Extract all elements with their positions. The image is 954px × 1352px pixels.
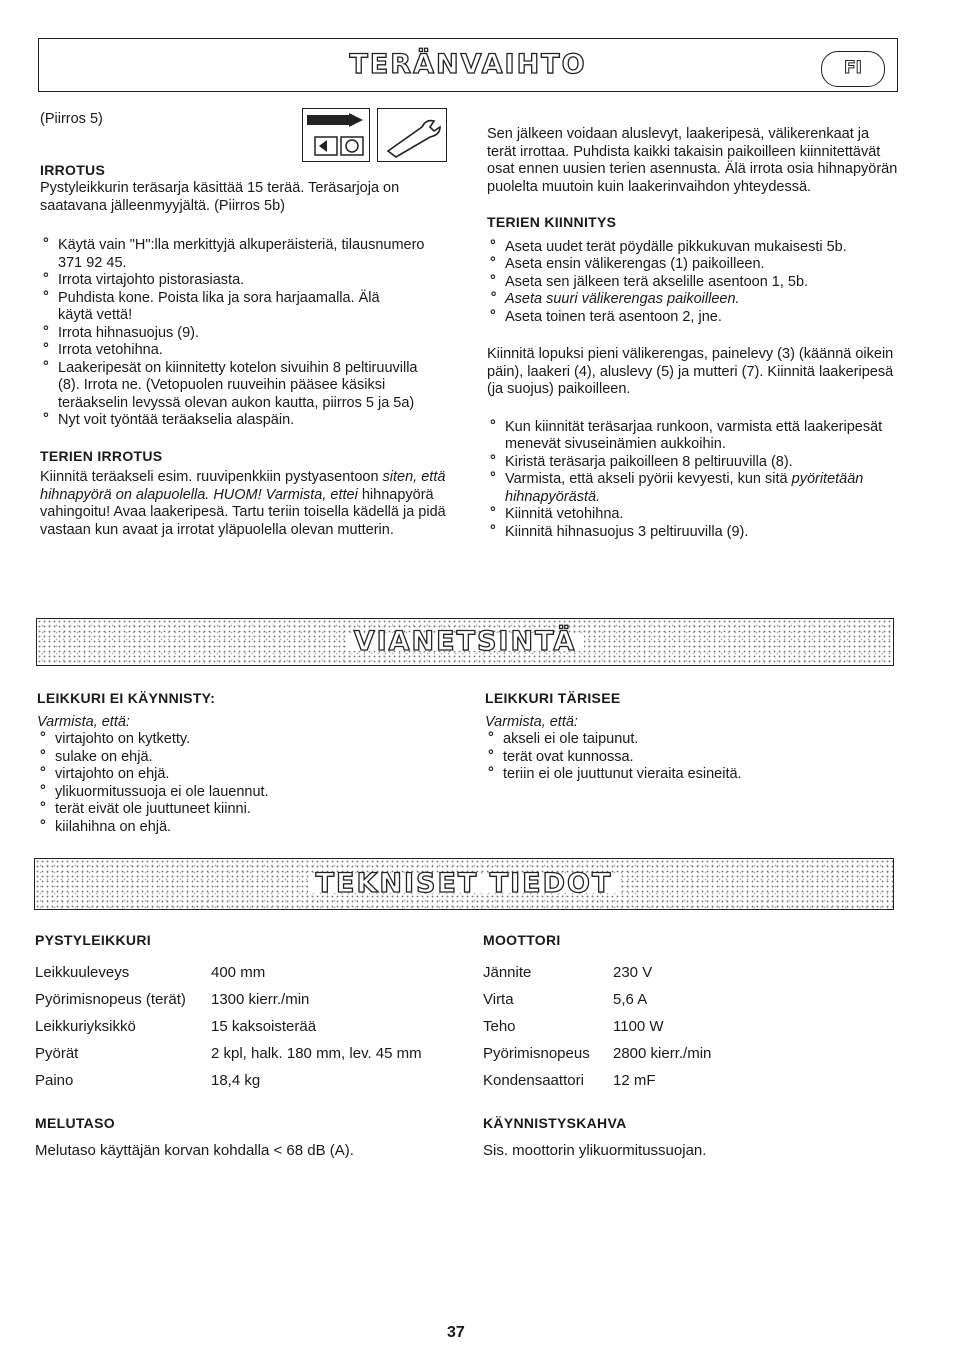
heading-melutaso: MELUTASO [35,1114,115,1131]
list-item: ° Puhdista kone. Poista lika ja sora harjaamalla. Älä käytä vettä! [40,290,398,325]
table-row: Paino 18,4 kg [35,1072,261,1090]
figure-reference: (Piirros 5) [40,111,103,127]
banner-title: TERÄNVAIHTO [349,49,587,81]
final-steps-list [487,419,899,542]
wrench-icon [377,108,447,162]
list-item: ° kiilahihna on ehjä. [37,819,457,837]
list-item: ° akseli ei ole taipunut. [485,731,897,749]
section-banner-vianetsinta [36,618,894,666]
list-item: ° Kiinnitä hihnasuojus 3 peltiruuvilla (9). [487,524,899,542]
heading-leikkuri-tarisee: LEIKKURI TÄRISEE [485,690,621,706]
spec-table-pystyleikkuri [35,960,422,1095]
list-item: ° Aseta sen jälkeen terä akselille asentoon 1, 5b. [487,274,899,292]
page-number: 37 [447,1324,465,1341]
banner-title: VIANETSINTÄ [346,633,585,651]
table-row: Leikkuriyksikkö 15 kaksoisterää [35,1018,317,1036]
list-item: ° Varmista, että akseli pyörii kevyesti, kun sitä pyöritetään hihnapyörästä. [487,471,899,506]
assembly-text: Kiinnitä lopuksi pieni välikerengas, painelevy (3) (käännä oikein päin), laakeri (4), aluslevy (5) ja mutteri (7). Kiinnitä laakeripesä (ja suojus) paikoilleen. [487,346,894,397]
troubleshoot-list [485,731,897,784]
motor-stop-icon [302,108,370,162]
spec-table-moottori [483,960,711,1095]
list-item: ° Kiristä teräsarja paikoilleen 8 peltiruuvilla (8). [487,454,899,472]
intro-text: Sen jälkeen voidaan aluslevyt, laakeripesä, välikerenkaat ja terät irrottaa. Puhdista kaikki takaisin paikoilleen kiinnitettävät osat ennen uusien terien asennusta. Älä irrota osia hihnapyörän puolelta muutoin kuin laakerinvaihdon yhteydessä. [487,126,898,195]
irrotus-text: Pystyleikkurin teräsarja käsittää 15 terää. Teräsarjoja on saatavana jälleenmyyjältä. (Piirros 5b) [40,180,400,214]
language-badge: FI [821,51,885,87]
check-intro: Varmista, että: [485,713,578,730]
list-item: ° Irrota virtajohto pistorasiasta. [40,272,440,290]
list-item: ° ylikuormitussuoja ei ole lauennut. [37,784,457,802]
table-row: Kondensaattori 12 mF [483,1072,656,1090]
list-item: ° Aseta toinen terä asentoon 2, jne. [487,309,899,327]
list-item: ° virtajohto on kytketty. [37,731,457,749]
banner-title: TEKNISET TIEDOT [308,875,621,893]
melutaso-text: Melutaso käyttäjän korvan kohdalla < 68 dB (A). [35,1142,354,1159]
list-item: ° Kun kiinnität teräsarjaa runkoon, varmista että laakeripesät menevät sivuseinämien aukkoihin. [487,419,899,454]
list-item: ° Laakeripesät on kiinnitetty kotelon sivuihin 8 peltiruuvilla (8). Irrota ne. (Vetopuolen ruuveihin pääsee käsiksi teräakselin levyssä olevan aukon kautta, piirros 5 ja 5a) [40,360,440,413]
section-heading-irrotus: IRROTUS [40,161,106,178]
list-item: ° terät eivät ole juuttuneet kiinni. [37,801,457,819]
section-banner-teranvaihto [38,38,898,92]
list-item: ° Käytä vain "H":lla merkittyjä alkuperäisteriä, tilausnumero 371 92 45. [40,237,440,272]
list-item: ° teriin ei ole juuttunut vieraita esineitä. [485,766,897,784]
section-banner-tekniset-tiedot [34,858,894,910]
list-item: ° sulake on ehjä. [37,749,457,767]
list-item: ° virtajohto on ehjä. [37,766,457,784]
heading-leikkuri-ei-kaynnisty: LEIKKURI EI KÄYNNISTY: [37,690,216,706]
kiinnitys-steps-list [487,239,899,327]
heading-pystyleikkuri: PYSTYLEIKKURI [35,932,151,948]
list-item: ° Kiinnitä vetohihna. [487,506,899,524]
table-row: Virta 5,6 A [483,991,648,1009]
table-row: Pyörät 2 kpl, halk. 180 mm, lev. 45 mm [35,1045,422,1063]
heading-moottori: MOOTTORI [483,932,561,948]
kahva-text: Sis. moottorin ylikuormitussuojan. [483,1142,707,1159]
list-item: ° Aseta ensin välikerengas (1) paikoilleen. [487,256,899,274]
check-intro: Varmista, että: [37,713,130,730]
troubleshoot-list [37,731,457,836]
table-row: Leikkuuleveys 400 mm [35,964,266,982]
list-item: ° terät ovat kunnossa. [485,749,897,767]
list-item: ° Nyt voit työntää teräakselia alaspäin. [40,412,440,430]
heading-kaynnistyskahva: KÄYNNISTYSKAHVA [483,1114,627,1131]
table-row: Pyörimisnopeus (terät) 1300 kierr./min [35,991,310,1009]
list-item: ° Aseta suuri välikerengas paikoilleen. [487,291,899,309]
list-item: ° Irrota hihnasuojus (9). [40,325,440,343]
table-row: Jännite 230 V [483,964,653,982]
list-item: ° Aseta uudet terät pöydälle pikkukuvan mukaisesti 5b. [487,239,899,257]
irrotus-steps-list [40,237,440,430]
terien-irrotus-text: Kiinnitä teräakseli esim. ruuvipenkkiin pystyasentoon siten, että hihnapyörä on alapuolella. HUOM! Varmista, ettei hihnapyörä vahingoitu! Avaa laakeripesä. Tartu teriin toisella kädellä ja pidä vastaan kun avaat ja irrotat yläpuolella olevan mutterin. [40,469,446,538]
list-item: ° Irrota vetohihna. [40,342,440,360]
table-row: Teho 1100 W [483,1018,664,1036]
section-heading-terien-kiinnitys: TERIEN KIINNITYS [487,214,617,230]
table-row: Pyörimisnopeus 2800 kierr./min [483,1045,712,1063]
section-heading-terien-irrotus: TERIEN IRROTUS [40,447,163,464]
